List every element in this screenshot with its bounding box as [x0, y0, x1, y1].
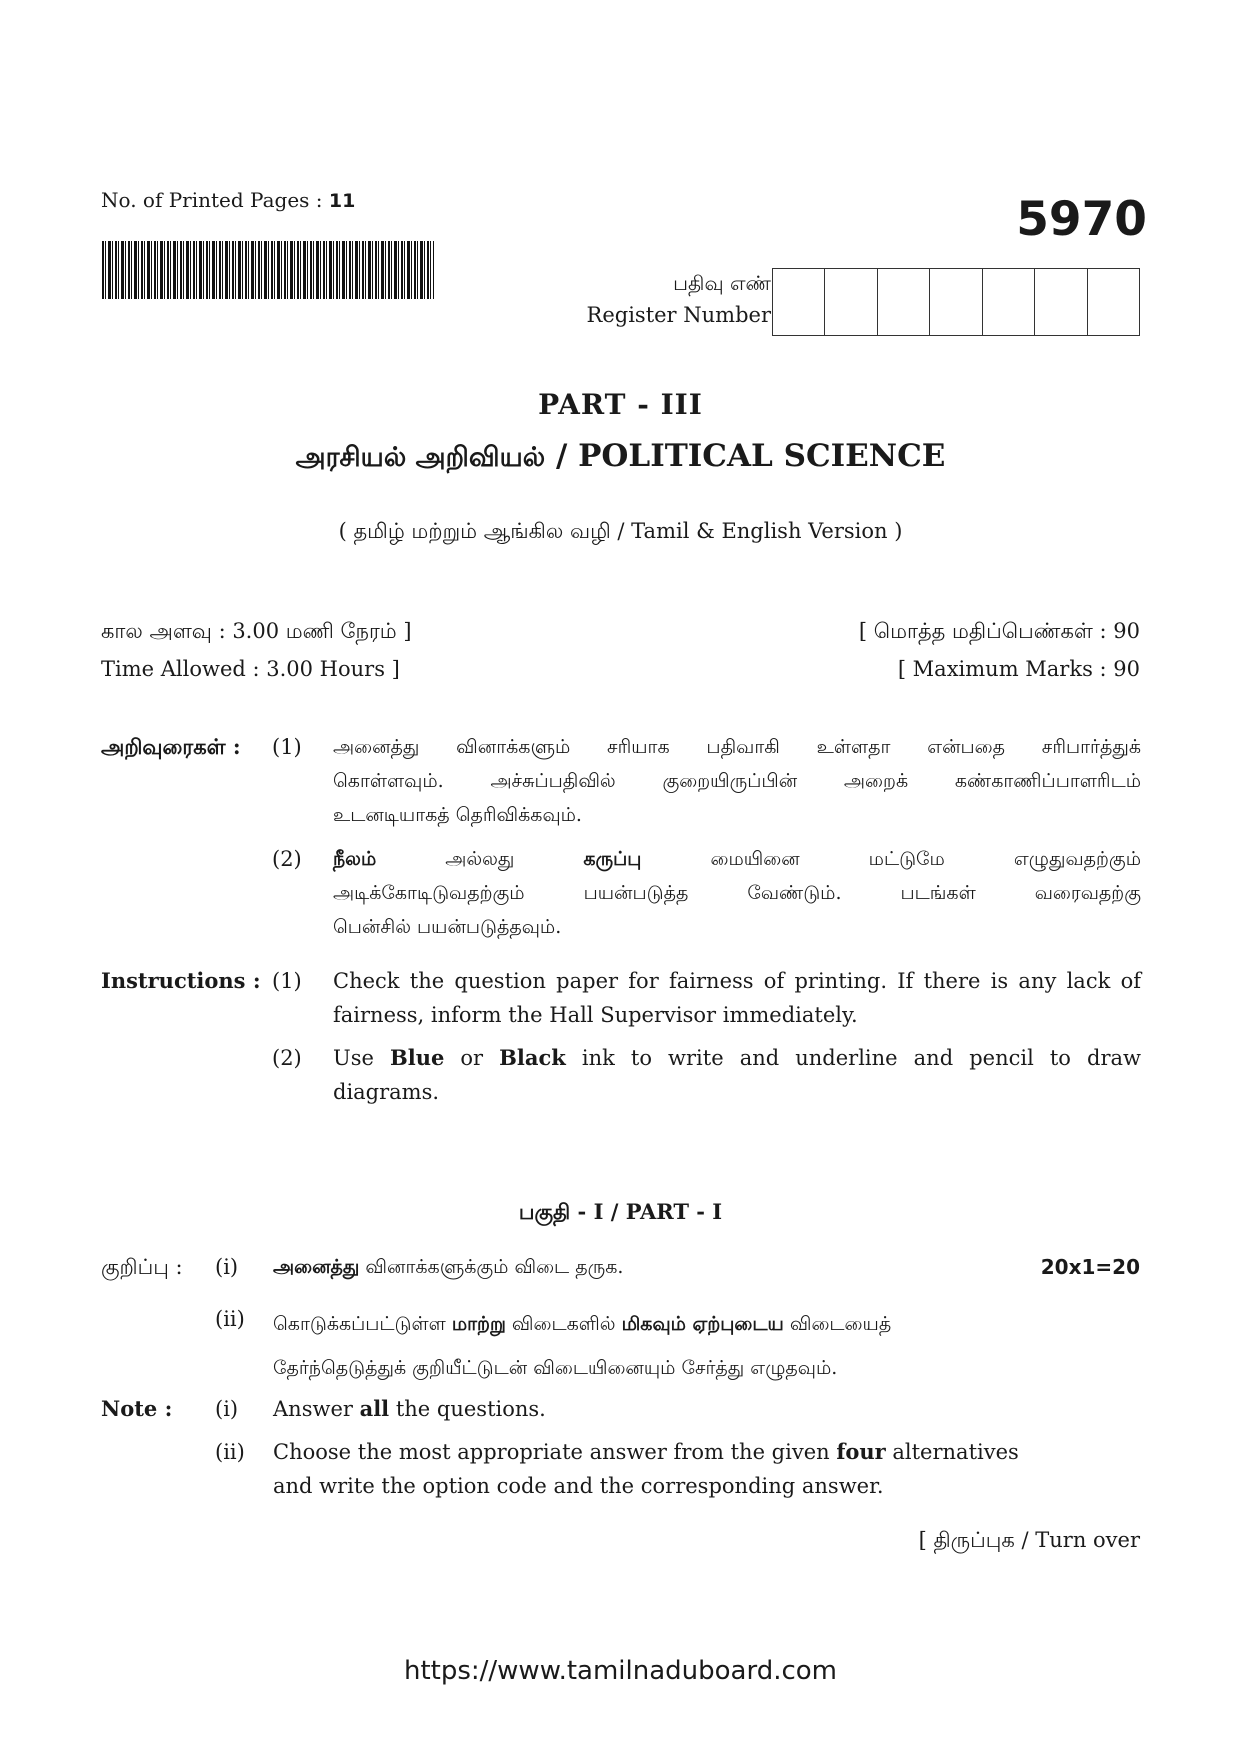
instruction-ta-1-num: (1): [272, 735, 302, 759]
max-marks-en: [ Maximum Marks : 90: [897, 657, 1140, 681]
note-en-2-num: (ii): [215, 1440, 245, 1464]
part1-marks: 20x1=20: [1040, 1255, 1140, 1279]
instruction-ta-1-line1: அனைத்து வினாக்களும் சரியாக பதிவாகி உள்ளதா என்பதை சரிபார்த்துக்: [333, 736, 1141, 758]
instruction-ta-1-line2: கொள்ளவும். அச்சுப்பதிவில் குறையிருப்பின் அறைக் கண்காணிப்பாளரிடம்: [333, 770, 1141, 792]
barcode-image: [102, 241, 434, 299]
instruction-ta-2: [333, 842, 1141, 944]
word-four: four: [836, 1439, 886, 1464]
instruction-ta-1: [333, 730, 1141, 832]
register-box[interactable]: [1034, 269, 1086, 335]
instruction-en-1-line1: Check the question paper for fairness of printing. If there is any lack of: [333, 969, 1141, 993]
note-en-2-line1: Choose the most appropriate answer from the given four alternatives: [273, 1439, 1019, 1464]
register-label-ta: பதிவு எண்: [673, 271, 771, 295]
word-ink-ta: மையினை: [710, 848, 800, 870]
word-black-ta: கருப்பு: [583, 848, 642, 870]
part1-heading: [0, 1195, 1241, 1229]
printed-pages: [101, 188, 355, 212]
register-box[interactable]: [982, 269, 1034, 335]
word-most-appropriate-ta: மிகவும் ஏற்புடைய: [621, 1313, 784, 1335]
instruction-ta-1-line3: உடனடியாகத் தெரிவிக்கவும்.: [333, 804, 582, 826]
instruction-en-2-line2: diagrams.: [333, 1080, 440, 1104]
printed-pages-label: No. of Printed Pages :: [101, 188, 323, 212]
website-url[interactable]: https://www.tamilnaduboard.com: [403, 1656, 838, 1686]
note-en-label: Note :: [101, 1396, 173, 1421]
instruction-en-2-line1: Use Blue or Black ink to write and underline and pencil to draw: [333, 1045, 1141, 1070]
instructions-ta-label: அறிவுரைகள் :: [101, 734, 241, 759]
note-ta-2-line2: தேர்ந்தெடுத்துக் குறியீட்டுடன் விடையினையும் சேர்த்து எழுதவும்.: [273, 1357, 838, 1379]
instructions-en-label: Instructions :: [101, 968, 261, 993]
register-box[interactable]: [824, 269, 876, 335]
register-box[interactable]: [1087, 269, 1139, 335]
register-number-boxes[interactable]: [772, 268, 1140, 336]
word-blue-ta: நீலம்: [333, 848, 377, 870]
note-ta-1-bold: அனைத்து: [273, 1256, 360, 1278]
note-ta-1-rest: வினாக்களுக்கும் விடை தருக.: [359, 1256, 624, 1278]
note-ta-2-num: (ii): [215, 1307, 245, 1331]
time-allowed-ta: கால அளவு : 3.00 மணி நேரம் ]: [101, 619, 412, 643]
word-alternative-ta: மாற்று: [451, 1313, 506, 1335]
instruction-ta-2-line1: [333, 842, 1141, 876]
instruction-ta-2-line2: அடிக்கோடிடுவதற்கும் பயன்படுத்த வேண்டும். படங்கள் வரைவதற்கு: [333, 882, 1141, 904]
word-write-ta: எழுதுவதற்கும்: [1013, 848, 1141, 870]
note-ta-2: [273, 1302, 891, 1390]
printed-pages-value: 11: [328, 190, 356, 212]
word-all: all: [359, 1396, 390, 1421]
instruction-en-2: [333, 1041, 1141, 1109]
word-blue: Blue: [389, 1045, 445, 1070]
word-or-ta: அல்லது: [445, 848, 515, 870]
note-en-1: Answer all the questions.: [273, 1396, 546, 1421]
note-ta-1-num: (i): [215, 1255, 239, 1279]
subject-title-ta: அரசியல் அறிவியல்: [295, 442, 546, 473]
note-ta-1: [273, 1250, 623, 1284]
instruction-en-1-num: (1): [272, 969, 302, 993]
turn-over: [ திருப்புக / Turn over: [918, 1528, 1140, 1552]
subject-title: [0, 438, 1241, 477]
note-en-2: [273, 1435, 1019, 1503]
instruction-ta-2-num: (2): [272, 847, 302, 871]
subject-separator: /: [545, 438, 579, 474]
version-line: ( தமிழ் மற்றும் ஆங்கில வழி / Tamil & English Version ): [338, 519, 903, 543]
register-box[interactable]: [877, 269, 929, 335]
register-box[interactable]: [929, 269, 981, 335]
instruction-en-1-line2: fairness, inform the Hall Supervisor immediately.: [333, 1003, 858, 1027]
part1-heading-en: / PART - I: [603, 1199, 723, 1224]
max-marks-ta: [ மொத்த மதிப்பெண்கள் : 90: [858, 619, 1140, 643]
time-allowed-en: Time Allowed : 3.00 Hours ]: [101, 657, 400, 681]
word-only-ta: மட்டுமே: [868, 848, 945, 870]
note-ta-label: குறிப்பு :: [101, 1255, 183, 1279]
subject-title-en: POLITICAL SCIENCE: [578, 438, 946, 474]
paper-code: 5970: [1016, 192, 1147, 247]
register-box[interactable]: [773, 269, 824, 335]
instruction-en-1: [333, 964, 1141, 1032]
part-title: PART - III: [538, 388, 703, 421]
note-ta-2-line1: கொடுக்கப்பட்டுள்ள மாற்று விடைகளில் மிகவும் ஏற்புடைய விடையைத்: [273, 1313, 892, 1335]
register-label-en: Register Number: [586, 303, 771, 327]
instruction-ta-2-line3: பென்சில் பயன்படுத்தவும்.: [333, 916, 562, 938]
note-en-2-line2: and write the option code and the corresponding answer.: [273, 1474, 884, 1498]
instruction-en-2-num: (2): [272, 1046, 302, 1070]
note-en-1-num: (i): [215, 1397, 239, 1421]
word-black: Black: [499, 1045, 566, 1070]
part1-heading-ta: பகுதி - I: [518, 1199, 604, 1224]
